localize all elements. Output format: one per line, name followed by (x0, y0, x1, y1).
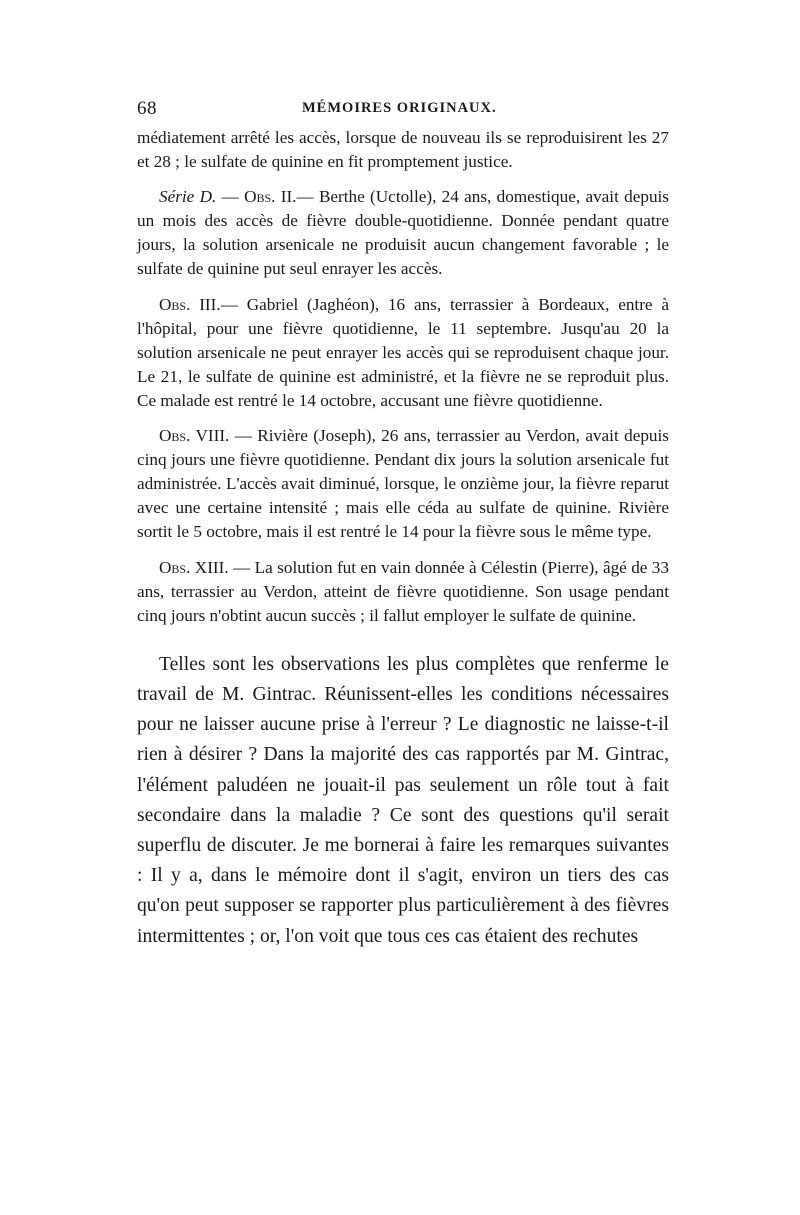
running-head (137, 98, 669, 124)
paragraph-text: — La solution fut en vain donnée à Célestin (Pierre), âgé de 33 ans, terrassier au Verdon, atteint de fièvre quotidienne. Son usage pendant cinq jours n'obtint aucun succès ; il fallut employer le sulfate de quinine. (137, 557, 669, 625)
paragraph-obs-8 (137, 424, 669, 544)
page-number: 68 (137, 98, 157, 119)
obs-label: Obs. VIII. (159, 426, 230, 446)
running-title: MÉMOIRES ORIGINAUX. (302, 100, 497, 116)
paragraph-continuation (137, 126, 669, 174)
page (137, 98, 669, 952)
obs-label: — Obs. II. (216, 187, 297, 207)
paragraph-obs-2 (137, 185, 669, 281)
obs-label: Obs. III. (159, 294, 221, 314)
paragraph-text: — Gabriel (Jaghéon), 16 ans, terrassier à Bordeaux, entre à l'hôpital, pour une fièvre quotidienne, le 11 septembre. Jusqu'au 20 la solution arsenicale ne peut enrayer les accès qui se reproduisent chaque jour. Le 21, le sulfate de quinine est administré, et la fièvre ne se reproduit plus. Ce malade est rentré le 14 octobre, accusant une fièvre quotidienne. (137, 294, 669, 410)
obs-label: Obs. XIII. (159, 557, 229, 577)
series-label: Série D. (159, 187, 217, 207)
paragraph-text: médiatement arrêté les accès, lorsque de nouveau ils se reproduisirent les 27 et 28 ; le sulfate de quinine en fit promptement justice. (137, 128, 669, 172)
paragraph-obs-3 (137, 293, 669, 413)
observations-block (137, 126, 669, 628)
commentary-block (137, 650, 669, 952)
paragraph-text: — Berthe (Uctolle), 24 ans, domestique, avait depuis un mois des accès de fièvre double-quotidienne. Donnée pendant quatre jours, la solution arsenicale ne produisit aucun changement favorable ; le sulfate de quinine put seul enrayer les accès. (137, 187, 669, 279)
paragraph-commentary: Telles sont les observations les plus complètes que renferme le travail de M. Gintrac. Réunissent-elles les conditions nécessaires pour ne laisser aucune prise à l'erreur ? Le diagnostic ne laisse-t-il rien à désirer ? Dans la majorité des cas rapportés par M. Gintrac, l'élément paludéen ne jouait-il pas seulement un rôle tout à fait secondaire dans la maladie ? Ce sont des questions qu'il serait superflu de discuter. Je me bornerai à faire les remarques suivantes : Il y a, dans le mémoire dont il s'agit, environ un tiers des cas qu'on peut supposer se rapporter plus particulièrement à des fièvres intermittentes ; or, l'on voit que tous ces cas étaient des rechutes (137, 653, 669, 947)
paragraph-text: — Rivière (Joseph), 26 ans, terrassier au Verdon, avait depuis cinq jours une fièvre quotidienne. Pendant dix jours la solution arsenicale fut administrée. L'accès avait diminué, lorsque, le onzième jour, la fièvre reparut avec une certaine intensité ; mais elle céda au sulfate de quinine. Rivière sortit le 5 octobre, mais il est rentré le 14 pour la fièvre sous le même type. (137, 426, 669, 542)
paragraph-obs-13 (137, 556, 669, 628)
